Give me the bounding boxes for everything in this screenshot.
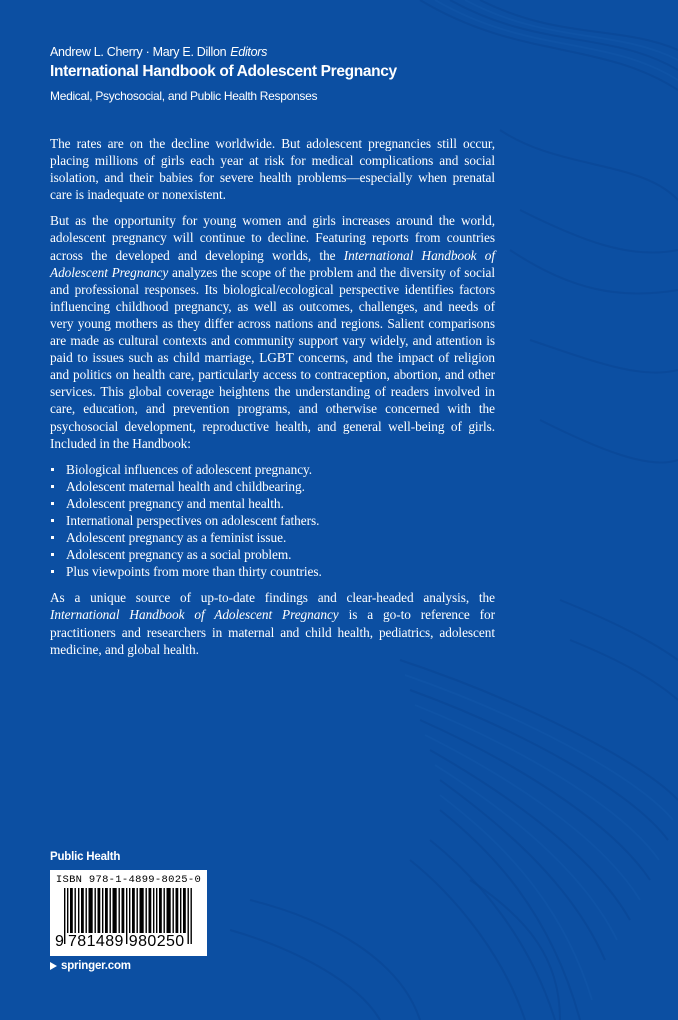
paragraph-3-text-end: is a go-to reference for practitioners and researchers in maternal and child health, pediatrics, adolescent medicine, and global health. <box>50 607 495 657</box>
list-item <box>50 546 495 563</box>
bullet-icon <box>51 519 54 522</box>
subject-category: Public Health <box>50 851 121 863</box>
list-item <box>50 461 495 478</box>
description-paragraph-3 <box>50 589 495 657</box>
description-paragraph-1: The rates are on the decline worldwide. But adolescent pregnancies still occur, placing millions of girls each year at risk for medical complications and social isolation, and their babies for severe health problems—especially when prenatal care is inadequate or nonexistent. <box>50 136 495 203</box>
book-description <box>50 135 495 667</box>
bullet-icon <box>51 468 54 471</box>
list-item <box>50 512 495 529</box>
book-title: International Handbook of Adolescent Pregnancy <box>50 63 397 80</box>
list-item <box>50 529 495 546</box>
list-item-text: Biological influences of adolescent pregnancy. <box>66 461 313 477</box>
list-item-text: Adolescent pregnancy as a social problem. <box>66 547 292 563</box>
barcode-digit-group-2: 980250 <box>128 933 185 950</box>
author-names: Andrew L. Cherry · Mary E. Dillon <box>50 45 227 59</box>
paragraph-2-book-title-italic: International Handbook of Adolescent Pregnancy <box>50 247 495 280</box>
list-item-text: Plus viewpoints from more than thirty countries. <box>66 564 322 580</box>
bullet-icon <box>51 553 54 556</box>
book-subtitle: Medical, Psychosocial, and Public Health Responses <box>50 89 318 103</box>
list-item-text: Adolescent pregnancy and mental health. <box>66 495 284 511</box>
website-text: springer.com <box>61 960 131 972</box>
play-arrow-icon <box>50 962 57 970</box>
editors-role: Editors <box>230 45 268 59</box>
paragraph-3-book-title-italic: International Handbook of Adolescent Pregnancy <box>50 607 339 623</box>
paragraph-2-text-end: analyzes the scope of the problem and the diversity of social and professional responses. Its biological/ecological perspective identifies factors influencing childhood pregnancy, as well as outcomes, challenges, and needs of very young mothers as they differ across nations and regions. Salient comparisons are made as cultural contexts and community support vary widely, and attention is paid to issues such as child marriage, LGBT concerns, and the impact of religion and politics on health care, particularly access to contraception, abortion, and other services. This global coverage heightens the understanding of readers involved in care, education, and prevention programs, and otherwise concerned with the psychosocial development, reproductive health, and general well-being of girls. Included in the Handbook: <box>50 264 495 451</box>
description-paragraph-2 <box>50 212 495 451</box>
bullet-icon <box>51 485 54 488</box>
bullet-icon <box>51 570 54 573</box>
barcode-first-digit: 9 <box>55 933 64 950</box>
list-item-text: Adolescent maternal health and childbearing. <box>66 478 305 494</box>
barcode-digit-group-1: 781489 <box>68 933 124 950</box>
list-item-text: International perspectives on adolescent fathers. <box>66 512 320 528</box>
paragraph-3-text-start: As a unique source of up-to-date findings and clear-headed analysis, the <box>50 590 495 606</box>
isbn-label: ISBN 978-1-4899-8025-0 <box>55 874 202 886</box>
bullet-icon <box>51 502 54 505</box>
paragraph-2-text-start: But as the opportunity for young women and girls increases around the world, adolescent pregnancy will continue to decline. Featuring reports from countries across the developed and developing worlds, the <box>50 213 495 263</box>
list-item <box>50 495 495 512</box>
list-item <box>50 563 495 580</box>
editors-line <box>50 45 267 59</box>
isbn-barcode <box>50 870 207 956</box>
publisher-website-link[interactable] <box>50 960 131 972</box>
list-item <box>50 478 495 495</box>
bullet-icon <box>51 536 54 539</box>
barcode-digits <box>55 933 203 951</box>
handbook-contents-list <box>50 461 495 581</box>
list-item-text: Adolescent pregnancy as a feminist issue. <box>66 530 287 546</box>
